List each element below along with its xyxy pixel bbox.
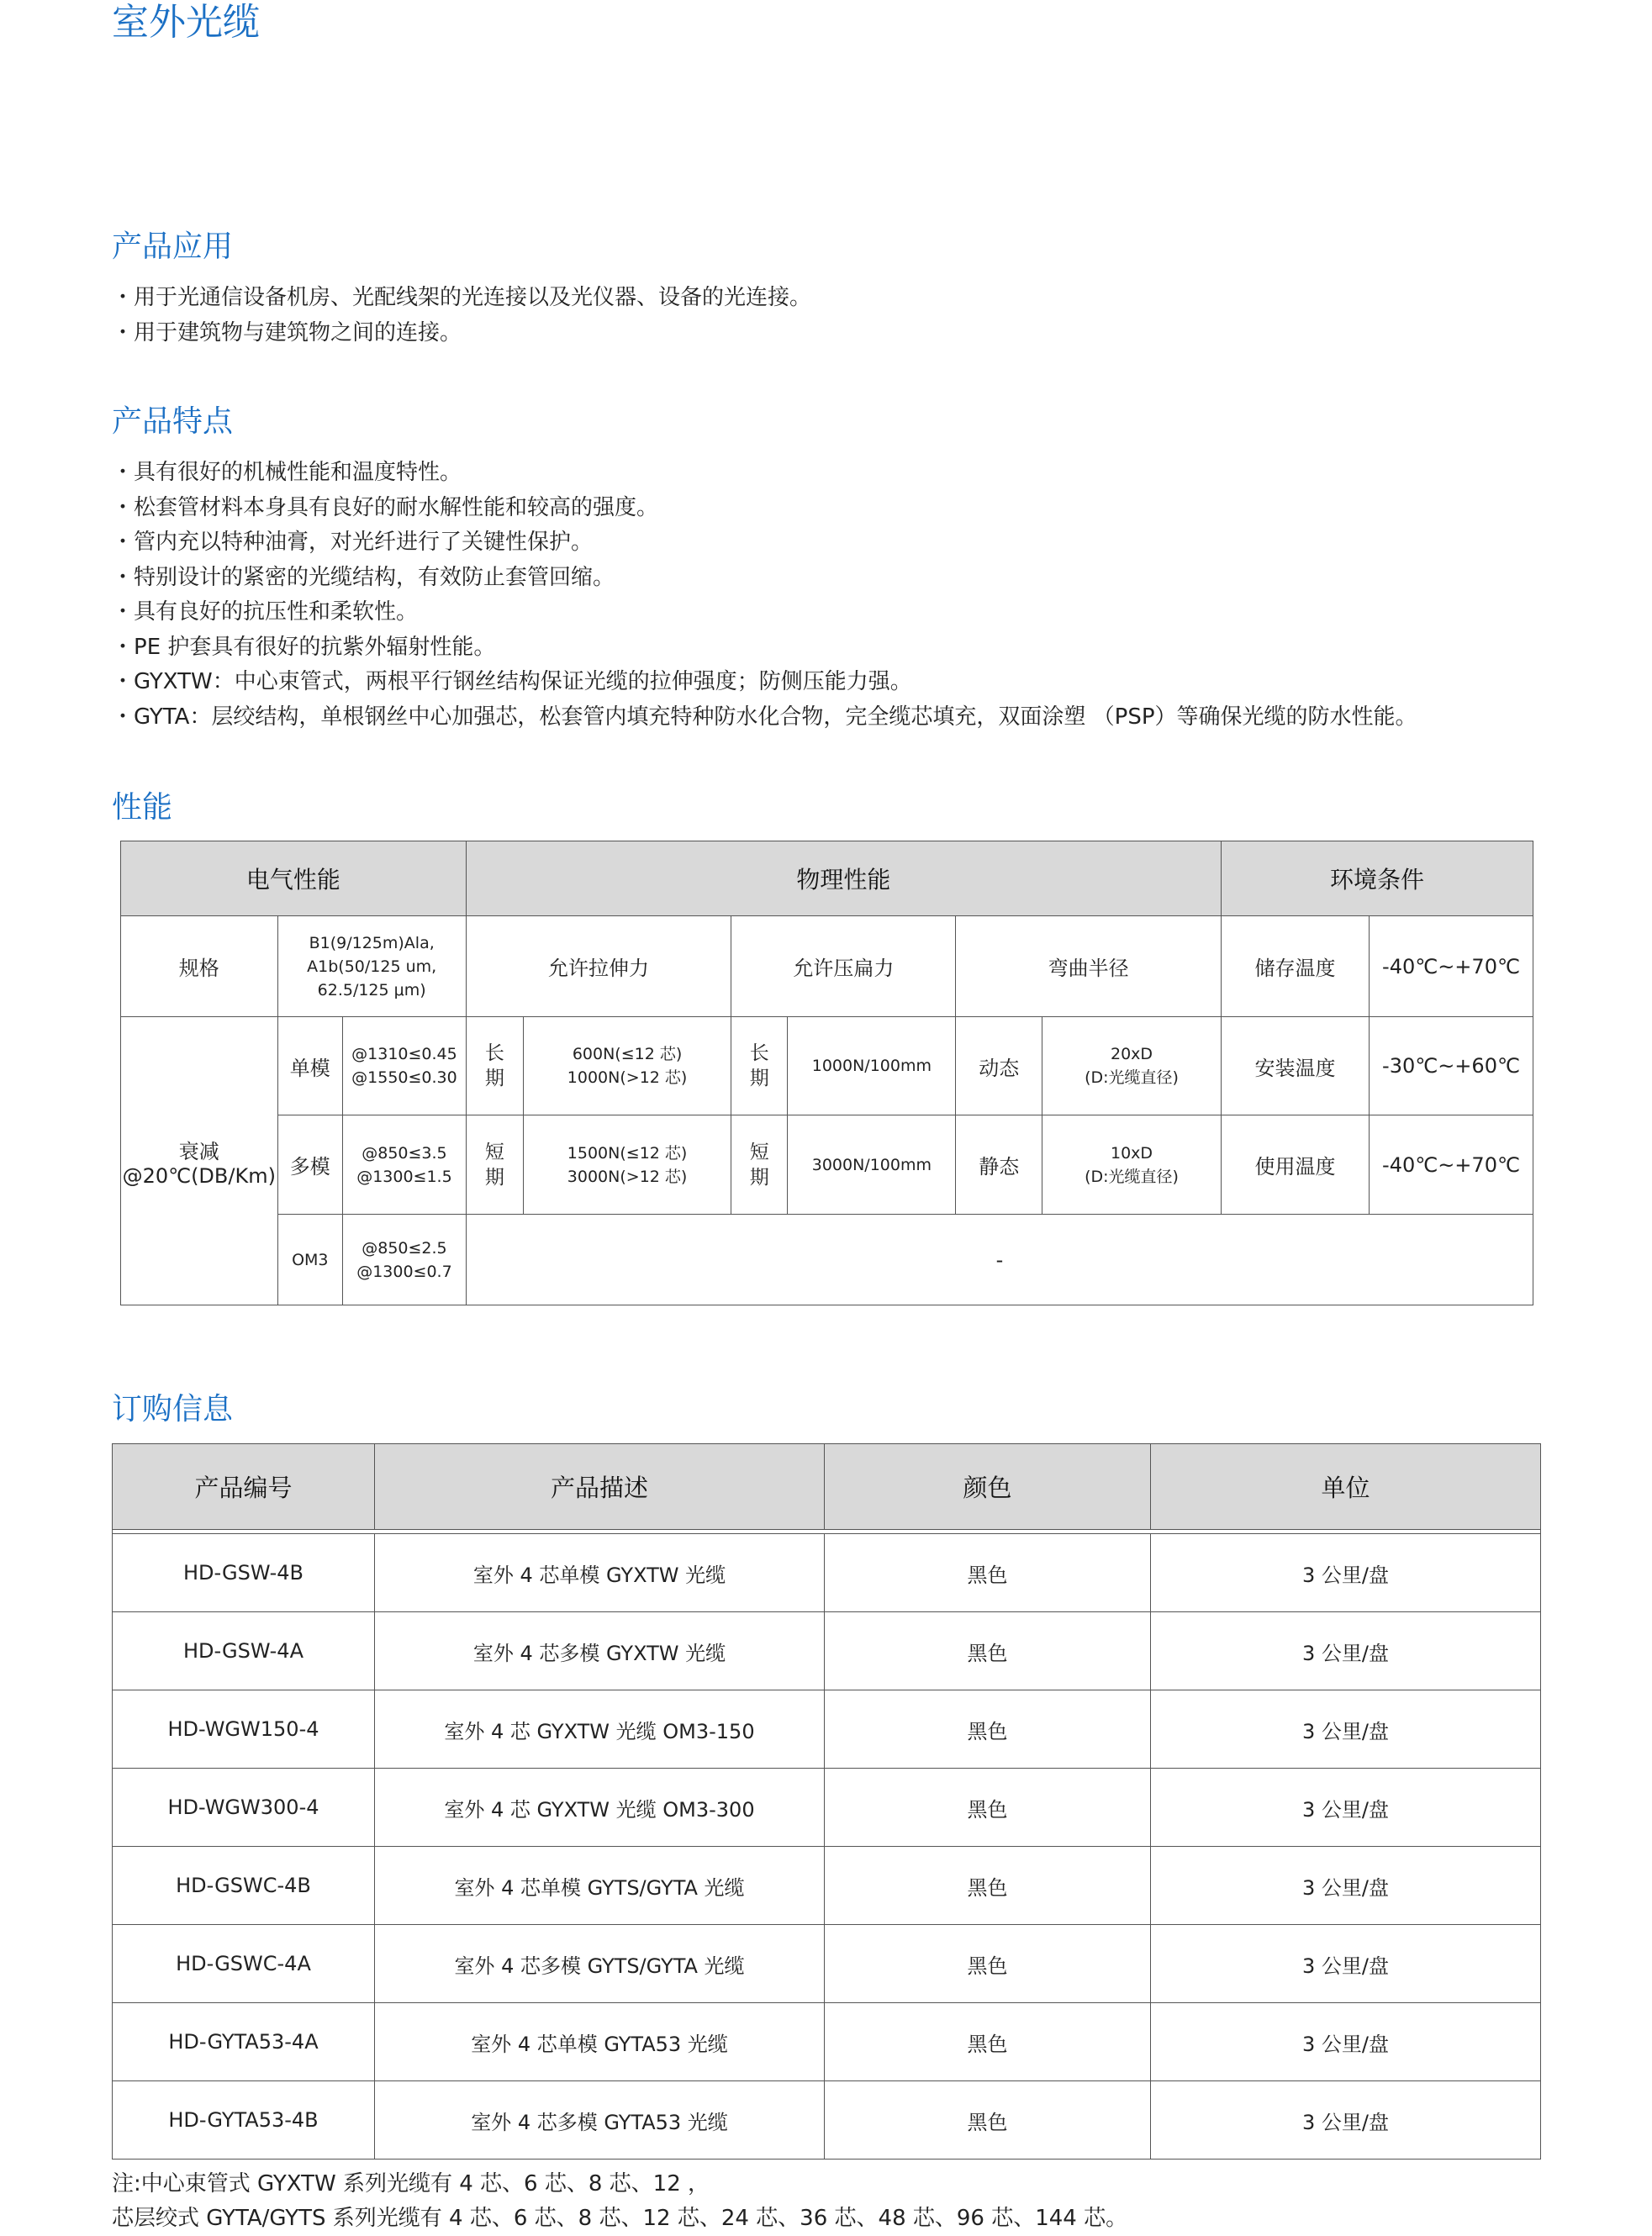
term-char: 长 (484, 1042, 504, 1064)
cell-code: HD-GSW-4A (113, 1612, 375, 1690)
footnote (112, 2167, 1127, 2236)
value-line: (D:光缆直径) (1085, 1068, 1179, 1087)
install-temp-label: 安装温度 (1221, 1017, 1369, 1115)
bend-value (1042, 1017, 1222, 1115)
single-mode-value (343, 1017, 467, 1115)
table-row (113, 1534, 1541, 1612)
footnote-line: 注:中心束管式 GYXTW 系列光缆有 4 芯、6 芯、8 芯、12 ， (112, 2171, 710, 2196)
term-char: 长 (749, 1042, 769, 1064)
term-char: 期 (484, 1068, 504, 1089)
table-row (113, 2081, 1541, 2160)
col-description: 产品描述 (375, 1444, 825, 1530)
bend-label: 静态 (956, 1115, 1042, 1215)
crush-value: 1000N/100mm (788, 1017, 956, 1115)
performance-heading: 性能 (112, 790, 173, 825)
cell-color: 黑色 (825, 2081, 1151, 2160)
application-list (112, 281, 811, 351)
features-heading: 产品特点 (112, 404, 234, 439)
col-color: 颜色 (825, 1444, 1151, 1530)
cell-code: HD-GYTA53-4B (113, 2081, 375, 2160)
electrical-header: 电气性能 (121, 841, 467, 916)
storage-temp-label: 储存温度 (1221, 916, 1369, 1017)
table-row (113, 1690, 1541, 1769)
cell-code: HD-GSWC-4B (113, 1847, 375, 1925)
cell-unit: 3 公里/盘 (1151, 1612, 1541, 1690)
cell-description: 室外 4 芯单模 GYTS/GYTA 光缆 (375, 1847, 825, 1925)
attenuation-label-line: 衰减 (178, 1139, 219, 1163)
cell-color: 黑色 (825, 1847, 1151, 1925)
environment-header: 环境条件 (1221, 841, 1533, 916)
list-item: ・ PE 护套具有很好的抗紫外辐射性能。 (112, 630, 1417, 666)
list-item: ・ 特别设计的紧密的光缆结构，有效防止套管回缩。 (112, 561, 1417, 596)
table-row (113, 2003, 1541, 2081)
cell-code: HD-GSWC-4A (113, 1925, 375, 2003)
tensile-value (523, 1017, 731, 1115)
cell-unit: 3 公里/盘 (1151, 1769, 1541, 1847)
application-heading: 产品应用 (112, 229, 234, 264)
term-char: 期 (749, 1068, 769, 1089)
bend-value (1042, 1115, 1222, 1215)
storage-temp-value: -40℃~+70℃ (1369, 916, 1533, 1017)
performance-table (120, 841, 1533, 1305)
bend-label: 动态 (956, 1017, 1042, 1115)
fiber-spec-line: A1b(50/125 um, (307, 957, 437, 976)
ordering-table (112, 1443, 1541, 2160)
cell-color: 黑色 (825, 1690, 1151, 1769)
cell-color: 黑色 (825, 1534, 1151, 1612)
crush-header: 允许压扁力 (731, 916, 956, 1017)
single-mode-label: 单模 (277, 1017, 343, 1115)
crush-value: 3000N/100mm (788, 1115, 956, 1215)
cell-color: 黑色 (825, 2003, 1151, 2081)
value-line: @850≤2.5 (362, 1238, 447, 1258)
cell-code: HD-GYTA53-4A (113, 2003, 375, 2081)
crush-term (731, 1017, 788, 1115)
value-line: 20xD (1111, 1045, 1153, 1063)
value-line: @1300≤0.7 (356, 1262, 452, 1281)
cell-unit: 3 公里/盘 (1151, 2081, 1541, 2160)
fiber-spec-line: B1(9/125m)Ala, (309, 933, 435, 952)
multi-mode-label: 多模 (277, 1115, 343, 1215)
bend-header: 弯曲半径 (956, 916, 1221, 1017)
term-char: 期 (749, 1166, 769, 1189)
value-line: @1300≤1.5 (356, 1167, 452, 1186)
attenuation-label (121, 1017, 278, 1305)
cell-description: 室外 4 芯多模 GYTA53 光缆 (375, 2081, 825, 2160)
value-line: 1000N(>12 芯) (567, 1068, 688, 1087)
om3-value (343, 1215, 467, 1305)
fiber-spec (277, 916, 466, 1017)
table-row (113, 1769, 1541, 1847)
cell-color: 黑色 (825, 1612, 1151, 1690)
col-product-code: 产品编号 (113, 1444, 375, 1530)
multi-mode-value (343, 1115, 467, 1215)
install-temp-value: -30℃~+60℃ (1369, 1017, 1533, 1115)
cell-description: 室外 4 芯多模 GYTS/GYTA 光缆 (375, 1925, 825, 2003)
list-item: ・ 松套管材料本身具有良好的耐水解性能和较高的强度。 (112, 491, 1417, 526)
crush-term (731, 1115, 788, 1215)
term-char: 短 (484, 1141, 504, 1163)
cell-unit: 3 公里/盘 (1151, 1690, 1541, 1769)
use-temp-value: -40℃~+70℃ (1369, 1115, 1533, 1215)
cell-unit: 3 公里/盘 (1151, 1847, 1541, 1925)
cell-color: 黑色 (825, 1769, 1151, 1847)
use-temp-label: 使用温度 (1221, 1115, 1369, 1215)
cell-color: 黑色 (825, 1925, 1151, 2003)
list-item: ・ GYTA：层绞结构，单根钢丝中心加强芯，松套管内填充特种防水化合物，完全缆芯填充，双面涂塑 （PSP）等确保光缆的防水性能。 (112, 700, 1417, 736)
cell-code: HD-GSW-4B (113, 1534, 375, 1612)
value-line: 600N(≤12 芯) (572, 1045, 683, 1063)
term-char: 期 (484, 1166, 504, 1189)
cell-unit: 3 公里/盘 (1151, 2003, 1541, 2081)
list-item: ・ 用于建筑物与建筑物之间的连接。 (112, 316, 811, 351)
value-line: 3000N(>12 芯) (567, 1167, 688, 1186)
list-item: ・ 用于光通信设备机房、光配线架的光连接以及光仪器、设备的光连接。 (112, 281, 811, 316)
value-line: 1500N(≤12 芯) (567, 1143, 688, 1163)
col-unit: 单位 (1151, 1444, 1541, 1530)
fiber-spec-line: 62.5/125 μm) (317, 980, 426, 999)
cell-code: HD-WGW300-4 (113, 1769, 375, 1847)
cell-description: 室外 4 芯单模 GYXTW 光缆 (375, 1534, 825, 1612)
cell-unit: 3 公里/盘 (1151, 1534, 1541, 1612)
om3-label: OM3 (277, 1215, 343, 1305)
list-item: ・ 具有很好的机械性能和温度特性。 (112, 456, 1417, 491)
tensile-value (523, 1115, 731, 1215)
tensile-term (466, 1115, 523, 1215)
cell-description: 室外 4 芯 GYXTW 光缆 OM3-150 (375, 1690, 825, 1769)
cell-unit: 3 公里/盘 (1151, 1925, 1541, 2003)
features-list (112, 456, 1417, 735)
cell-description: 室外 4 芯 GYXTW 光缆 OM3-300 (375, 1769, 825, 1847)
om3-empty: - (466, 1215, 1533, 1305)
value-line: 10xD (1111, 1143, 1153, 1163)
cell-description: 室外 4 芯单模 GYTA53 光缆 (375, 2003, 825, 2081)
tensile-header: 允许拉伸力 (466, 916, 731, 1017)
cell-code: HD-WGW150-4 (113, 1690, 375, 1769)
attenuation-label-line: @20℃(DB/Km) (122, 1163, 276, 1188)
list-item: ・ GYXTW：中心束管式，两根平行钢丝结构保证光缆的拉伸强度；防侧压能力强。 (112, 665, 1417, 700)
list-item: ・ 具有良好的抗压性和柔软性。 (112, 595, 1417, 630)
table-row (113, 1925, 1541, 2003)
value-line: @1310≤0.45 (351, 1045, 457, 1063)
spec-label: 规格 (121, 916, 278, 1017)
value-line: @1550≤0.30 (351, 1068, 457, 1087)
ordering-heading: 订购信息 (112, 1392, 234, 1427)
cell-description: 室外 4 芯多模 GYXTW 光缆 (375, 1612, 825, 1690)
physical-header: 物理性能 (466, 841, 1221, 916)
term-char: 短 (749, 1141, 769, 1163)
table-row (113, 1612, 1541, 1690)
list-item: ・ 管内充以特种油膏，对光纤进行了关键性保护。 (112, 525, 1417, 561)
value-line: @850≤3.5 (362, 1143, 447, 1163)
tensile-term (466, 1017, 523, 1115)
table-row (113, 1847, 1541, 1925)
value-line: (D:光缆直径) (1085, 1167, 1179, 1186)
page-title: 室外光缆 (112, 1, 260, 44)
footnote-line: 芯层绞式 GYTA/GYTS 系列光缆有 4 芯、6 芯、8 芯、12 芯、24 芯、36 芯、48 芯、96 芯、144 芯。 (112, 2206, 1128, 2231)
